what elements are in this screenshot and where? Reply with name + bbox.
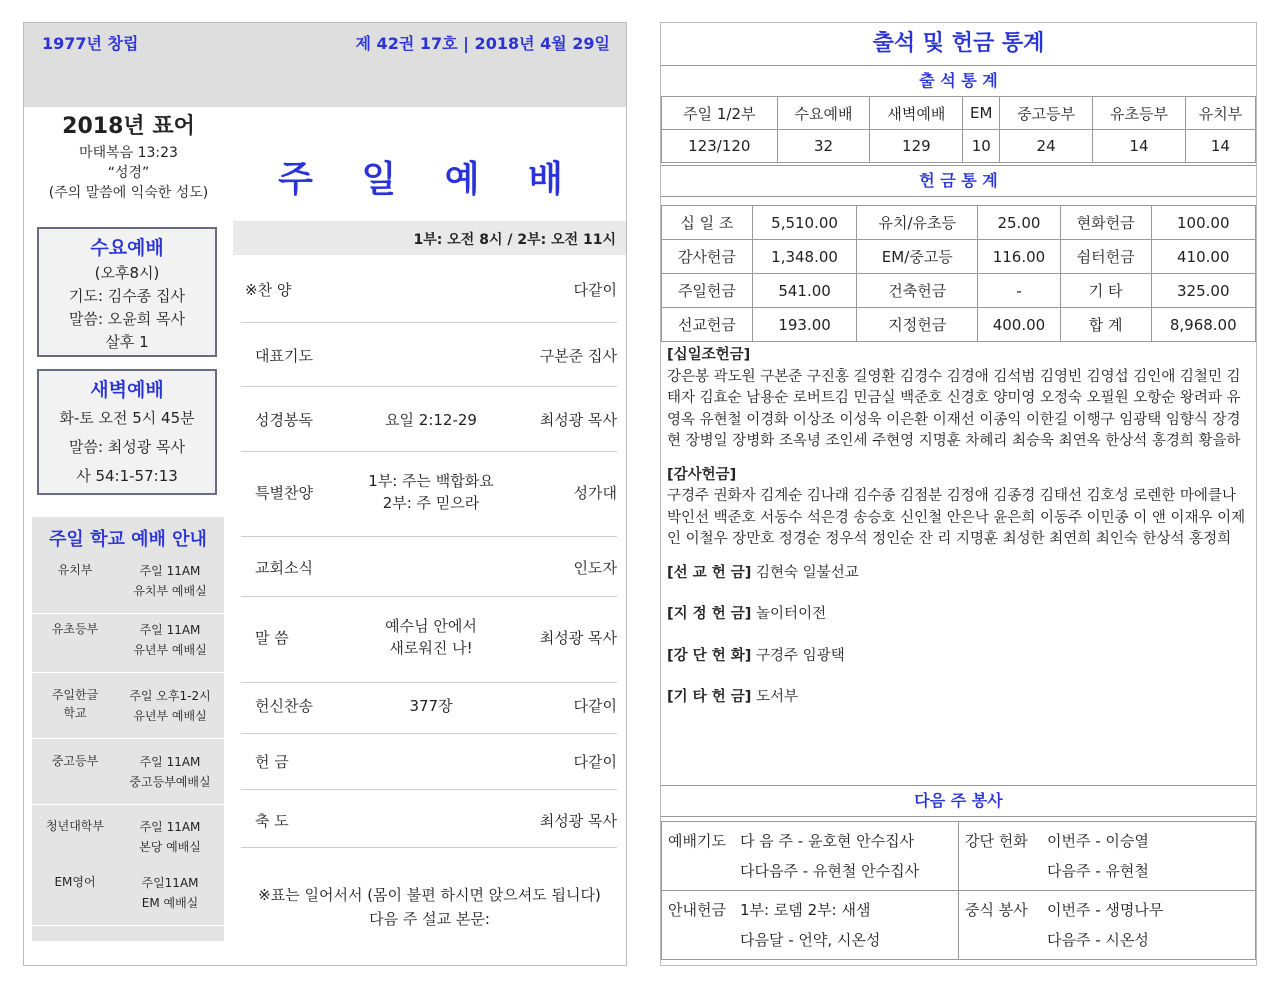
flower-next: 다음주 - 유현철 — [1047, 862, 1149, 880]
dawn-text: 사 54:1-57:13 — [76, 467, 178, 485]
meal-label: 중식 봉사 — [965, 901, 1028, 919]
school-time: 주일 11AM — [139, 755, 201, 769]
school-row — [32, 746, 224, 805]
designated-line — [667, 604, 1250, 626]
offering-names — [667, 345, 1250, 709]
offering-cell: 410.00 — [1151, 240, 1256, 274]
attendance-value-row — [662, 130, 1256, 163]
order-name: 헌 금 — [255, 753, 289, 771]
wednesday-service-box — [37, 227, 217, 357]
prayer-next: 다 음 주 - 윤호현 안수집사 — [740, 832, 915, 850]
bulletin-left-page — [23, 22, 627, 966]
tithe-heading: [십일조헌금] — [667, 347, 751, 363]
attendance-value-cell: 123/120 — [662, 130, 778, 163]
offering-cell: - — [978, 274, 1060, 308]
offering-cell: 현화헌금 — [1060, 206, 1151, 240]
next-week-line — [668, 856, 952, 886]
school-time: 주일 11AM — [139, 820, 201, 834]
prayer-after: 다다음주 - 유현철 안수집사 — [740, 862, 920, 880]
order-person: 최성광 목사 — [539, 411, 617, 429]
order-row — [241, 452, 617, 537]
attendance-value-cell: 24 — [1000, 130, 1093, 163]
school-row — [32, 614, 224, 673]
attendance-title: 출 석 통 계 — [661, 65, 1256, 97]
school-room: 중고등부예배실 — [129, 775, 211, 789]
usher-label: 안내헌금 — [668, 901, 726, 919]
order-row — [241, 257, 617, 323]
meal-next: 다음주 - 시온성 — [1047, 931, 1149, 949]
attendance-head-cell: 수요예배 — [777, 97, 870, 130]
next-week-cell — [662, 891, 959, 960]
thanks-names: 구경주 권화자 김계순 김나래 김수종 김점분 김정애 김종경 김태선 김호성 로렌한 마에클나 박인선 백준호 서동수 석은경 송승호 신인철 안은낙 윤은희 이동주 이민종 이 앤 이재우 이제인 이철우 장만호 정경순 정우석 정인순 잔 리 지명훈 최성한 최연희 최인숙 한상석 홍정희 — [667, 488, 1246, 547]
flower-this: 이번주 - 이승열 — [1047, 832, 1149, 850]
wednesday-title: 수요예배 — [90, 237, 164, 259]
school-row — [32, 555, 224, 614]
offering-cell: 1,348.00 — [752, 240, 856, 274]
order-person: 인도자 — [573, 559, 617, 577]
order-person: 구본준 집사 — [539, 347, 617, 365]
school-time: 주일 11AM — [139, 623, 201, 637]
next-week-line — [668, 925, 952, 955]
school-info — [122, 561, 218, 601]
attendance-table — [661, 96, 1256, 163]
designated-heading: [지 정 헌 금] — [667, 606, 752, 622]
service-note — [233, 883, 626, 931]
school-room: 유년부 예배실 — [133, 709, 207, 723]
wednesday-text: 살후 1 — [105, 333, 149, 351]
school-info — [122, 873, 218, 913]
order-row — [241, 387, 617, 452]
next-week-row — [662, 822, 1256, 891]
dawn-time: 화-토 오전 5시 45분 — [59, 409, 195, 427]
order-person: 다같이 — [573, 281, 617, 299]
school-room: 유년부 예배실 — [133, 643, 207, 657]
order-row — [241, 323, 617, 387]
left-header — [24, 23, 626, 107]
order-row — [241, 597, 617, 683]
school-dept-line: 주일한글 — [51, 688, 99, 702]
school-info — [122, 752, 218, 792]
next-week-line — [965, 856, 1249, 886]
offering-cell: 100.00 — [1151, 206, 1256, 240]
order-row — [241, 537, 617, 597]
school-time: 주일 11AM — [139, 564, 201, 578]
offering-cell: 400.00 — [978, 308, 1060, 342]
school-dept: 유치부 — [57, 563, 93, 577]
next-week-table — [661, 821, 1256, 960]
motto-ref: 마태복음 13:23 — [79, 145, 178, 161]
service-title: 주 일 예 배 — [278, 159, 581, 200]
order-detail: 요일 2:12-29 — [385, 411, 477, 429]
order-row — [241, 790, 617, 848]
standing-note: ※표는 일어서서 (몸이 불편 하시면 앉으셔도 됩니다) — [258, 886, 601, 904]
order-name: ※찬 양 — [245, 281, 292, 299]
mission-heading: [선 교 헌 금] — [667, 564, 752, 581]
order-person: 최성광 목사 — [539, 812, 617, 830]
school-row — [32, 867, 224, 926]
school-row — [32, 811, 224, 870]
school-room: EM 예배실 — [141, 896, 199, 910]
order-name: 헌신찬송 — [255, 697, 313, 715]
school-info — [122, 817, 218, 857]
order-name: 성경봉독 — [255, 411, 313, 429]
school-info — [122, 686, 218, 726]
offering-cell: 25.00 — [978, 206, 1060, 240]
sunday-school-guide — [32, 517, 224, 941]
order-detail — [341, 470, 521, 514]
order-detail-line: 1부: 주는 백합화요 — [368, 472, 494, 490]
school-time: 주일 오후1-2시 — [129, 689, 211, 703]
school-dept: 청년대학부 — [46, 819, 104, 833]
wednesday-time: (오후8시) — [94, 264, 160, 282]
order-name: 축 도 — [255, 812, 289, 830]
sunday-school-title: 주일 학교 예배 안내 — [49, 529, 207, 550]
altar-heading: [강 단 헌 화] — [667, 647, 752, 664]
attendance-value-cell: 129 — [870, 130, 963, 163]
offering-cell: 기 타 — [1060, 274, 1151, 308]
issue-text: 제 42권 17호 | 2018년 4월 29일 — [355, 34, 610, 53]
offering-cell: 선교헌금 — [662, 308, 753, 342]
attendance-head-cell: 유초등부 — [1093, 97, 1186, 130]
motto — [24, 111, 233, 203]
school-room: 유치부 예배실 — [133, 584, 207, 598]
next-week-cell — [959, 891, 1256, 960]
founded-text: 1977년 창립 — [42, 34, 139, 53]
bulletin-right-page — [660, 22, 1257, 966]
offering-cell: 합 계 — [1060, 308, 1151, 342]
offering-cell: 116.00 — [978, 240, 1060, 274]
order-person: 성가대 — [573, 484, 617, 502]
offering-cell: 주일헌금 — [662, 274, 753, 308]
order-row — [241, 734, 617, 790]
school-room: 본당 예배실 — [139, 840, 201, 854]
offering-row — [662, 206, 1256, 240]
flower-label: 강단 헌화 — [965, 832, 1028, 850]
motto-title: 2018년 표어 — [62, 114, 195, 139]
attendance-value-cell: 14 — [1093, 130, 1186, 163]
next-week-line — [668, 895, 952, 925]
order-person: 다같이 — [573, 697, 617, 715]
attendance-head-cell: EM — [963, 97, 1000, 130]
order-detail: 377장 — [409, 697, 453, 715]
usher-next: 다음달 - 언약, 시온성 — [740, 931, 881, 949]
attendance-header-row — [662, 97, 1256, 130]
other-line — [667, 687, 1250, 709]
worship-order — [233, 107, 626, 965]
next-week-cell — [662, 822, 959, 891]
other-names: 도서부 — [756, 689, 799, 705]
offering-cell: 5,510.00 — [752, 206, 856, 240]
attendance-head-cell: 유치부 — [1185, 97, 1255, 130]
school-dept-line: 학교 — [63, 706, 87, 720]
altar-line — [667, 646, 1250, 668]
next-week-row — [662, 891, 1256, 960]
order-name: 교회소식 — [255, 559, 313, 577]
mission-names: 김현숙 일불선교 — [756, 564, 859, 581]
school-row — [32, 680, 224, 739]
school-dept: EM영어 — [54, 875, 96, 889]
offering-cell: 8,968.00 — [1151, 308, 1256, 342]
service-times-bar — [233, 221, 626, 255]
dawn-title: 새벽예배 — [90, 379, 164, 401]
offering-row — [662, 240, 1256, 274]
next-week-line — [668, 826, 952, 856]
meal-this: 이번주 - 생명나무 — [1047, 901, 1164, 919]
attendance-value-cell: 14 — [1185, 130, 1255, 163]
offering-cell: 325.00 — [1151, 274, 1256, 308]
next-week-line — [965, 826, 1249, 856]
offering-cell: 감사헌금 — [662, 240, 753, 274]
altar-names: 구경주 임광택 — [756, 647, 845, 664]
left-sidebar — [24, 107, 233, 965]
other-heading: [기 타 헌 금] — [667, 689, 752, 705]
offering-cell: 십 일 조 — [662, 206, 753, 240]
offering-cell: 지정헌금 — [857, 308, 978, 342]
order-row — [241, 683, 617, 734]
offering-row — [662, 274, 1256, 308]
stats-title: 출석 및 헌금 통계 — [872, 31, 1045, 56]
next-sermon-text: 다음 주 설교 본문: — [369, 910, 490, 928]
wednesday-prayer: 기도: 김수종 집사 — [68, 287, 186, 305]
dawn-sermon: 말씀: 최성광 목사 — [68, 438, 186, 456]
motto-quote: “성경” — [107, 165, 150, 181]
order-detail-line: 2부: 주 믿으라 — [382, 494, 480, 512]
order-person: 최성광 목사 — [539, 629, 617, 647]
mission-line — [667, 563, 1250, 585]
offering-cell: 건축헌금 — [857, 274, 978, 308]
order-detail-line: 예수님 안에서 — [385, 617, 477, 635]
order-name: 말 씀 — [255, 629, 289, 647]
next-week-title: 다음 주 봉사 — [661, 785, 1256, 817]
attendance-head-cell: 중고등부 — [1000, 97, 1093, 130]
order-detail — [341, 615, 521, 659]
next-week-line — [965, 895, 1249, 925]
school-time: 주일11AM — [141, 876, 199, 890]
school-info — [122, 620, 218, 660]
attendance-head-cell: 주일 1/2부 — [662, 97, 778, 130]
offering-cell: 쉼터헌금 — [1060, 240, 1151, 274]
offering-cell: EM/중고등 — [857, 240, 978, 274]
offering-title: 헌 금 통 계 — [661, 165, 1256, 197]
order-detail-line: 새로워진 나! — [389, 639, 473, 657]
school-dept: 중고등부 — [51, 754, 99, 768]
offering-cell: 541.00 — [752, 274, 856, 308]
order-name: 특별찬양 — [255, 484, 313, 502]
offering-cell: 193.00 — [752, 308, 856, 342]
offering-row — [662, 308, 1256, 342]
next-week-line — [965, 925, 1249, 955]
offering-cell: 유치/유초등 — [857, 206, 978, 240]
wednesday-sermon: 말씀: 오윤희 목사 — [68, 310, 186, 328]
order-person: 다같이 — [573, 753, 617, 771]
designated-names: 놀이터이전 — [756, 606, 827, 622]
dawn-service-box — [37, 369, 217, 495]
tithe-names: 강은봉 곽도원 구본준 구진홍 길영환 김경수 김경애 김석범 김영빈 김영섭 김인애 김철민 김태자 김효순 남용순 로버트김 민금실 백준호 신경호 양미영 오정숙 오필원 오항순 왕려파 유영옥 유현철 이경화 이상조 이성욱 이은환 이재선 이종익 이한길 이행구 임광택 임향식 장경현 장병일 장병화 조옥녕 조인세 주현영 지명훈 차혜리 최승욱 최연옥 한상석 홍경희 황을하 — [667, 368, 1241, 449]
prayer-label: 예배기도 — [668, 832, 726, 850]
usher-this: 1부: 로뎀 2부: 새샘 — [740, 901, 871, 919]
school-dept: 유초등부 — [51, 622, 99, 636]
order-name: 대표기도 — [255, 347, 313, 365]
attendance-head-cell: 새벽예배 — [870, 97, 963, 130]
attendance-value-cell: 32 — [777, 130, 870, 163]
offering-table — [661, 205, 1256, 342]
service-times: 1부: 오전 8시 / 2부: 오전 11시 — [413, 232, 616, 248]
next-week-cell — [959, 822, 1256, 891]
thanks-heading: [감사헌금] — [667, 466, 737, 483]
school-dept — [40, 686, 110, 722]
motto-desc: (주의 말씀에 익숙한 성도) — [48, 185, 209, 201]
attendance-value-cell: 10 — [963, 130, 1000, 163]
